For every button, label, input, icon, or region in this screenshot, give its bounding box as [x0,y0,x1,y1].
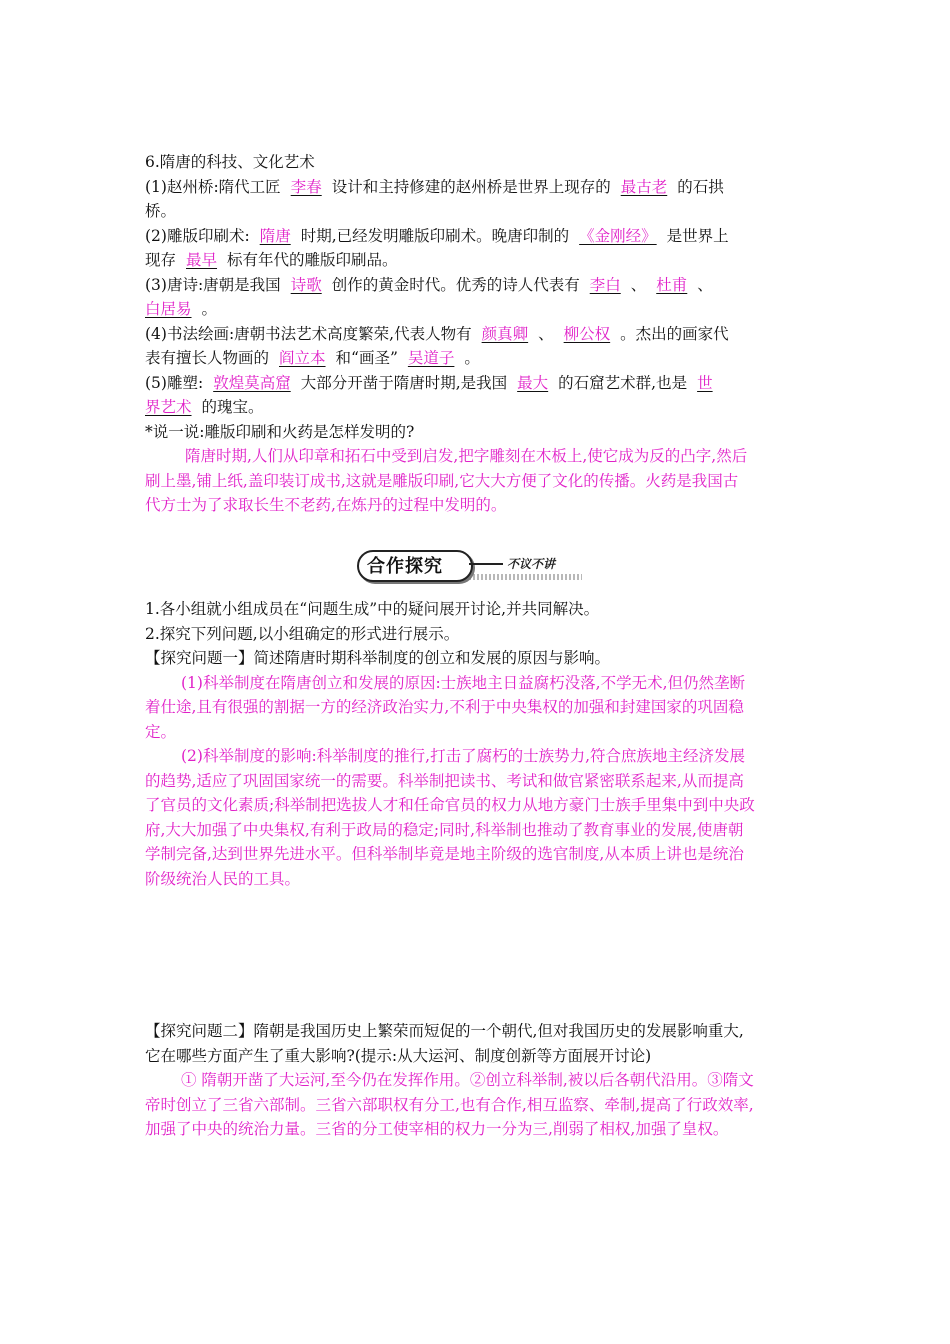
section-6 [145,150,810,518]
q2-line-1: (2)雕版印刷术: 隋唐 时期,已经发明雕版印刷术。晚唐印制的 《金刚经》 是世界上 [145,226,729,245]
problem-2-answer-line: ① 隋朝开凿了大运河,至今仍在发挥作用。②创立科举制,被以后各朝代沿用。③隋文 [181,1071,754,1089]
q5-line-1: (5)雕塑: 敦煌莫高窟 大部分开凿于隋唐时期,是我国 最大 的石窟艺术群,也是 世 [145,371,810,396]
answer-blank: 最大 [517,373,549,392]
answer-blank: 隋唐 [259,226,291,245]
q4-line-1: (4)书法绘画:唐朝书法艺术高度繁荣,代表人物有 颜真卿 、 柳公权 。杰出的画家代 [145,324,729,343]
answer-blank: 诗歌 [290,275,322,294]
talk-answer-line: 代方士为了求取长生不老药,在炼丹的过程中发明的。 [145,496,507,514]
q3-line-1: (3)唐诗:唐朝是我国 诗歌 创作的黄金时代。优秀的诗人代表有 李白 、 杜甫 、 [145,275,713,294]
q2-line-2: 现存 最早 标有年代的雕版印刷品。 [145,251,398,269]
problem-1-answer-line: 定。 [145,722,177,741]
problem-1-answer-line: 府,大大加强了中央集权,有利于政局的稳定;同时,科举制也推动了教育事业的发展,使唐朝 [145,820,744,839]
answer-blank: 世 [697,373,713,392]
answer-blank: 敦煌莫高窟 [213,373,291,392]
problem-2-section [145,1019,810,1142]
problem-2-question-line: 它在哪些方面产生了重大影响?(提示:从大运河、制度创新等方面展开讨论) [145,1046,652,1065]
q4-line-2: 表有擅长人物画的 阎立本 和“画圣” 吴道子 。 [145,349,480,367]
answer-blank: 李春 [290,177,322,196]
problem-1-answer-line: 学制完备,达到世界先进水平。但科举制毕竟是地主阶级的选官制度,从本质上讲也是统治 [145,845,744,863]
banner-title: 合作探究 [367,556,443,577]
answer-blank: 《金刚经》 [579,226,657,245]
banner-shadow [457,574,582,580]
q5-line-2: 界艺术 的瑰宝。 [145,398,264,416]
problem-1-answer-line: 的趋势,适应了巩固国家统一的需要。科举制把读书、考试和做官紧密联系起来,从而提高 [145,771,744,790]
answer-blank: 李白 [589,275,621,294]
answer-blank: 颜真卿 [481,324,529,343]
problem-1-answer-line: 阶级统治人民的工具。 [145,869,301,888]
answer-blank: 杜甫 [656,275,688,294]
answer-blank: 阎立本 [279,349,326,367]
problem-2-answer-line: 帝时创立了三省六部制。三省六部职权有分工,也有合作,相互监察、牵制,提高了行政效率, [145,1095,754,1114]
talk-answer-line: 隋唐时期,人们从印章和拓石中受到启发,把字雕刻在木板上,使它成为反的凸字,然后 [185,447,748,465]
coop-item-1: 1.各小组就小组成员在“问题生成”中的疑问展开讨论,并共同解决。 [145,600,600,618]
talk-answer-line: 刷上墨,铺上纸,盖印装订成书,这就是雕版印刷,它大大方便了文化的传播。火药是我国古 [145,471,739,490]
banner-subtitle: 不议不讲 [507,557,556,571]
cooperative-inquiry-banner [357,546,585,586]
cooperative-section [145,597,810,891]
answer-blank: 界艺术 [145,398,192,416]
problem-2-answer-line: 加强了中央的统治力量。三省的分工使宰相的权力一分为三,削弱了相权,加强了皇权。 [145,1120,729,1138]
q3-line-2: 白居易 。 [145,300,218,318]
problem-1-answer-line: 了官员的文化素质;科举制把选拔人才和任命官员的权力从地方豪门士族手里集中到中央政 [145,796,755,814]
banner-dash [469,563,503,565]
section-6-heading: 6.隋唐的科技、文化艺术 [145,153,315,171]
problem-1-answer-line: (1)科举制度在隋唐创立和发展的原因:士族地主日益腐朽没落,不学无术,但仍然垄断 [181,673,746,692]
answer-blank: 最古老 [620,177,668,196]
q1-line-1: (1)赵州桥:隋代工匠 李春 设计和主持修建的赵州桥是世界上现存的 最古老 的石拱 [145,177,724,196]
answer-blank: 白居易 [145,300,192,318]
talk-question: *说一说:雕版印刷和火药是怎样发明的? [145,422,415,441]
problem-1-answer-line: 着仕途,且有很强的割据一方的经济政治实力,不利于中央集权的加强和封建国家的巩固稳 [145,698,744,716]
problem-1-answer-line: (2)科举制度的影响:科举制度的推行,打击了腐朽的士族势力,符合庶族地主经济发展 [181,747,746,765]
coop-item-2: 2.探究下列问题,以小组确定的形式进行展示。 [145,624,460,643]
answer-blank: 柳公权 [563,324,611,343]
answer-blank: 最早 [186,251,218,269]
q1-line-2: 桥。 [145,202,177,220]
problem-1-question: 【探究问题一】简述隋唐时期科举制度的创立和发展的原因与影响。 [145,649,611,667]
answer-blank: 吴道子 [407,349,455,367]
problem-2-question-line: 【探究问题二】隋朝是我国历史上繁荣而短促的一个朝代,但对我国历史的发展影响重大, [145,1022,744,1040]
